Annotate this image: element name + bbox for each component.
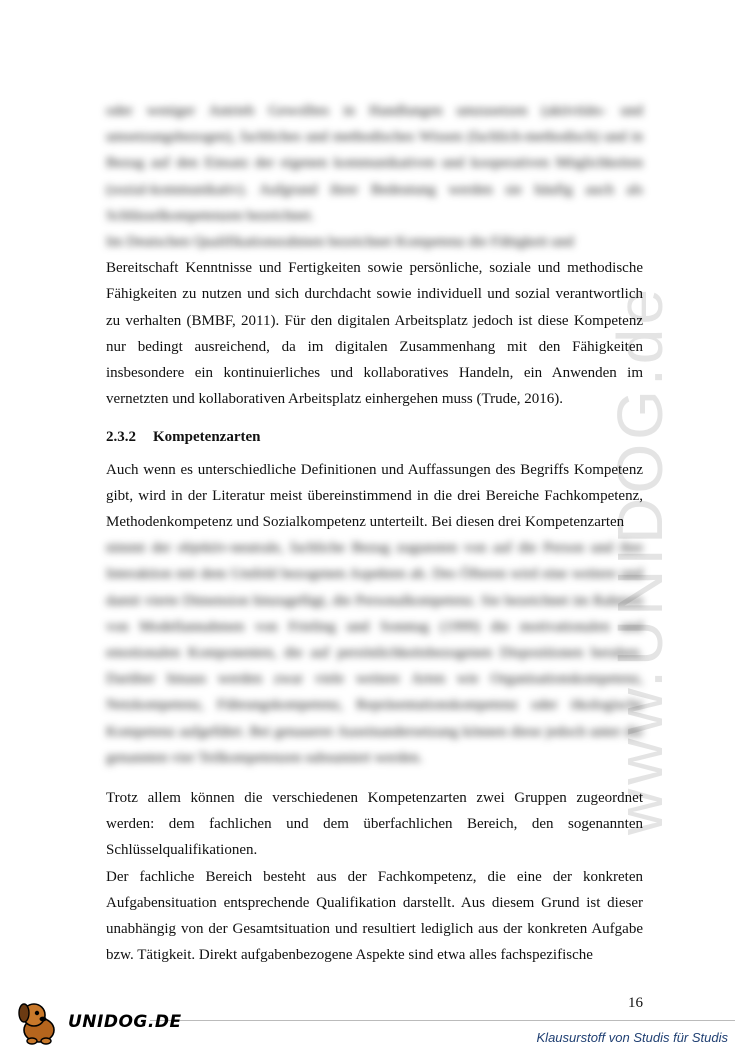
unidog-logo xyxy=(12,995,187,1050)
paragraph-gap xyxy=(106,771,643,785)
paragraph-visible-4: Trotz allem können die verschiedenen Kompetenzarten zwei Gruppen zugeordnet werden: dem fachlichen und dem überfachlichen Bereich, den sogenannten Schlüsselqualifikationen. xyxy=(106,790,643,859)
paragraph-visible-2: Bereitschaft Kenntnisse und Fertigkeiten sowie persönliche, soziale und methodische Fähigkeiten zu nutzen und sich durchdacht sowie individuell und sozial verantwortlich zu verhalten (BMBF, 2011). Für den digitalen Arbeitsplatz jedoch ist diese Kompetenz nur bedingt ausreichend, da im digitalen Zusammenhang mit den Fähigkeiten insbesondere ein kontinuierliches und kollaboratives Handeln, ein Anwenden im vernetzten und kollaborativen Arbeitsplatz einhergehen muss (Trude, 2016). xyxy=(106,260,643,408)
page-number: 16 xyxy=(628,995,643,1011)
dog-logo-icon xyxy=(12,997,66,1047)
footer-divider xyxy=(150,1020,735,1021)
paragraph-blurred-2-start: Im Deutschen Qualifikationsrahmen bezeichnet Kompetenz die Fähigkeit und xyxy=(106,234,574,251)
paragraph-visible-5: Der fachliche Bereich besteht aus der Fachkompetenz, die eine der konkreten Aufgabensituation entsprechende Qualifikation darstellt. Aus diesem Grund ist dieser unabhängig von der Gesamtsituation und resultiert lediglich aus der konkreten Aufgabe bzw. Tätigkeit. Direkt aufgabenbezogene Aspekte sind etwa alles fachspezifische xyxy=(106,868,643,964)
watermark: www.UNIDOG.de xyxy=(604,285,676,835)
paragraph-blurred-3: nimmt der objektiv-neutrale, fachliche Bezug zugunsten von auf die Person und ihre Interaktion mit dem Umfeld bezogenen Aspekten ab. Des Öfteren wird eine weitere und damit vierte Dimension hinzugefügt, die Personalkompetenz. Sie bezeichnet im Rahmen von Modellannahmen von Frieling und Sonntag (1999) die motivationalen und emotionalen Komponenten, die auf persönlichkeitsbezogenen Dispositionen beruhen. Darüber hinaus werden zwar viele weitere Arten wie Organisationskompetenz, Netzkompetenz, Führungskompetenz, Repräsentationskompetenz oder ökologische Kompetenz aufgeführt. Bei genauerer Auseinandersetzung können diese jedoch unter die genannten vier Teilkompetenzen subsumiert werden. xyxy=(106,540,643,766)
section-title: Kompetenzarten xyxy=(153,429,261,446)
paragraph-dqr xyxy=(106,229,643,412)
paragraph-blurred-1: oder weniger Antrieb Gewolltes in Handlungen umzusetzen (aktivitäts- und umsetzungsbezogen), fachliches und methodisches Wissen (fachlich-methodisch) und in Bezug auf den Einsatz der eigenen kommunikativen und kooperativen Möglichkeiten (sozial-kommunikativ). Aufgrund ihrer Bedeutung werden sie häufig auch als Schlüsselkompetenzen bezeichnet. xyxy=(106,103,643,224)
section-heading xyxy=(106,424,643,450)
logo-text: UNIDOG.DE xyxy=(68,1012,182,1032)
paragraph-visible-3: Auch wenn es unterschiedliche Definitionen und Auffassungen des Begriffs Kompetenz gibt, wird in der Literatur meist übereinstimmend in die drei Bereiche Fachkompetenz, Methodenkompetenz und Sozialkompetenz unterteilt. Bei diesen drei Kompetenzarten xyxy=(106,461,643,531)
page-content xyxy=(106,98,643,969)
footer-tagline: Klausurstoff von Studis für Studis xyxy=(536,1030,728,1045)
section-number: 2.3.2 xyxy=(106,429,136,446)
